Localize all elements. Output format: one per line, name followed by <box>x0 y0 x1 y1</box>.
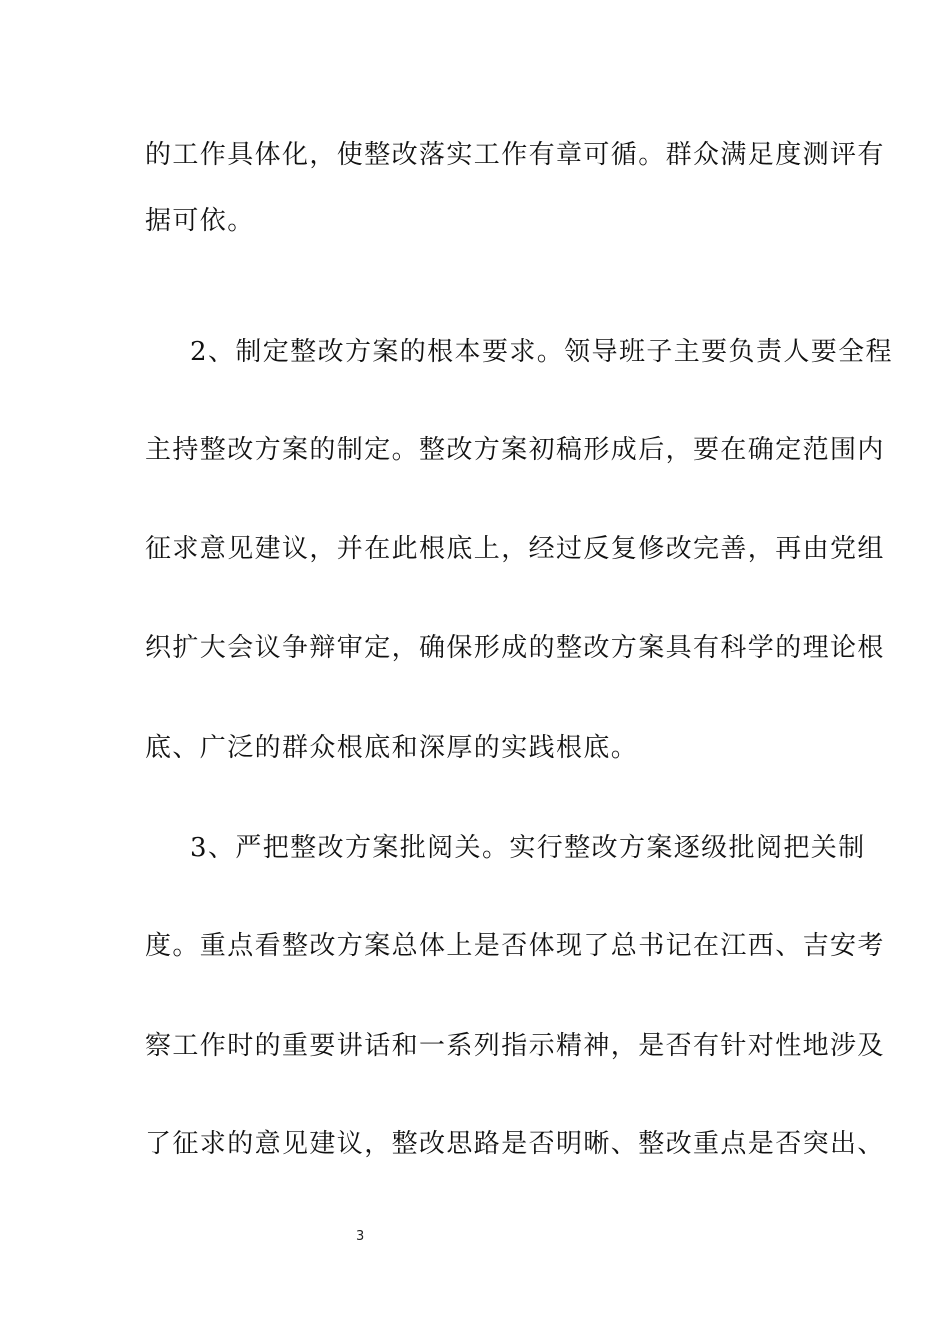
text-line: 织扩大会议争辩审定，确保形成的整改方案具有科学的理论根 <box>145 633 885 663</box>
text-line: 据可依。 <box>145 206 255 236</box>
page-number: 3 <box>356 1229 365 1244</box>
text-line: 察工作时的重要讲话和一系列指示精神，是否有针对性地涉及 <box>145 1031 885 1061</box>
text-line: 底、广泛的群众根底和深厚的实践根底。 <box>145 733 639 763</box>
text-line: 了征求的意见建议，整改思路是否明晰、整改重点是否突出、 <box>145 1129 885 1159</box>
paragraph-start-line: 3、严把整改方案批阅关。实行整改方案逐级批阅把关制 <box>190 833 866 863</box>
paragraph-start-line: 2、制定整改方案的根本要求。领导班子主要负责人要全程 <box>190 337 893 367</box>
text-line: 度。重点看整改方案总体上是否体现了总书记在江西、吉安考 <box>145 931 885 961</box>
text-line: 征求意见建议，并在此根底上，经过反复修改完善，再由党组 <box>145 534 885 564</box>
text-line: 的工作具体化，使整改落实工作有章可循。群众满足度测评有 <box>145 140 885 170</box>
text-line: 主持整改方案的制定。整改方案初稿形成后，要在确定范围内 <box>145 435 885 465</box>
